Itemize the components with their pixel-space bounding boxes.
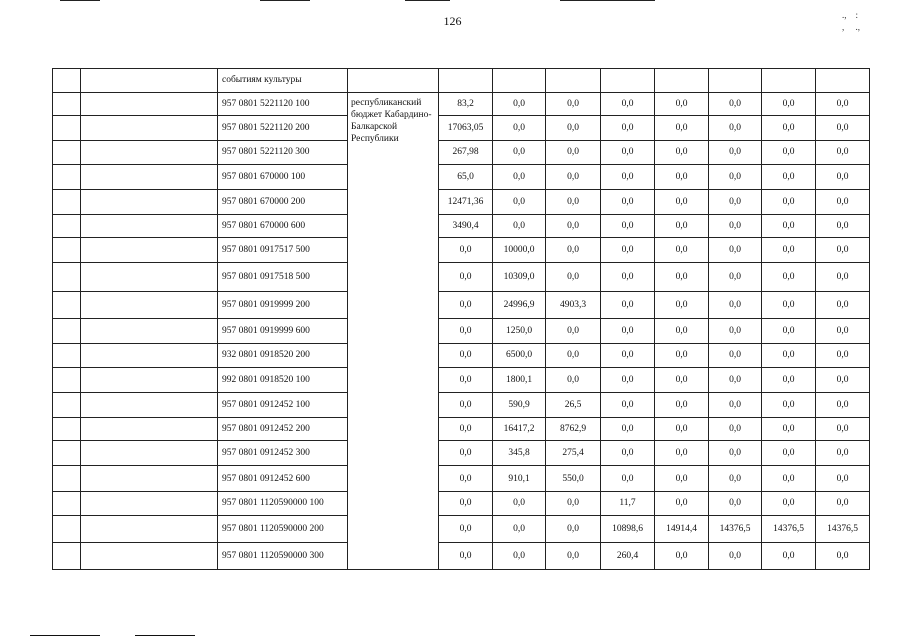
scan-artifact-top-line bbox=[560, 0, 655, 1]
value-cell: 0,0 bbox=[546, 515, 601, 542]
index-cell bbox=[53, 238, 81, 263]
value-cell: 11,7 bbox=[601, 492, 655, 516]
value-cell: 0,0 bbox=[816, 238, 870, 263]
index-cell bbox=[53, 492, 81, 516]
table-row bbox=[53, 441, 870, 466]
value-cell: 0,0 bbox=[816, 92, 870, 116]
code-cell: 957 0801 0919999 200 bbox=[218, 292, 348, 319]
value-cell: 0,0 bbox=[439, 392, 493, 417]
value-cell: 590,9 bbox=[493, 392, 546, 417]
value-cell: 14376,5 bbox=[709, 515, 762, 542]
scan-artifact-bottom-line bbox=[135, 635, 195, 636]
value-cell: 0,0 bbox=[762, 466, 816, 492]
value-cell: 0,0 bbox=[816, 441, 870, 466]
name-cell bbox=[81, 542, 218, 569]
name-cell bbox=[81, 189, 218, 214]
value-cell: 0,0 bbox=[816, 344, 870, 368]
value-cell: 0,0 bbox=[493, 189, 546, 214]
scan-artifact-dots: , ., bbox=[842, 22, 860, 32]
value-cell: 0,0 bbox=[546, 189, 601, 214]
value-cell: 0,0 bbox=[709, 492, 762, 516]
table-row bbox=[53, 344, 870, 368]
value-cell: 8762,9 bbox=[546, 417, 601, 441]
value-cell: 0,0 bbox=[655, 492, 709, 516]
value-cell: 0,0 bbox=[493, 141, 546, 165]
value-cell: 0,0 bbox=[439, 344, 493, 368]
name-cell bbox=[81, 492, 218, 516]
table-row bbox=[53, 515, 870, 542]
value-cell: 0,0 bbox=[655, 292, 709, 319]
value-cell: 0,0 bbox=[762, 344, 816, 368]
index-cell bbox=[53, 515, 81, 542]
value-cell: 0,0 bbox=[655, 116, 709, 141]
scan-artifact-dots: ., : bbox=[842, 10, 859, 20]
table-body bbox=[53, 69, 870, 570]
code-cell: 957 0801 0912452 100 bbox=[218, 392, 348, 417]
value-cell: 10309,0 bbox=[493, 263, 546, 292]
value-cell: 0,0 bbox=[762, 263, 816, 292]
code-cell: 992 0801 0918520 100 bbox=[218, 367, 348, 392]
name-cell bbox=[81, 441, 218, 466]
code-cell: 957 0801 0912452 600 bbox=[218, 466, 348, 492]
value-cell: 0,0 bbox=[601, 141, 655, 165]
code-cell: 957 0801 5221120 200 bbox=[218, 116, 348, 141]
name-cell bbox=[81, 367, 218, 392]
value-cell: 0,0 bbox=[762, 417, 816, 441]
name-cell bbox=[81, 319, 218, 344]
value-cell: 0,0 bbox=[762, 292, 816, 319]
name-cell bbox=[81, 238, 218, 263]
value-cell: 0,0 bbox=[493, 164, 546, 189]
value-cell: 0,0 bbox=[762, 92, 816, 116]
value-cell: 0,0 bbox=[601, 263, 655, 292]
table-row bbox=[53, 417, 870, 441]
value-cell: 345,8 bbox=[493, 441, 546, 466]
value-cell: 0,0 bbox=[709, 214, 762, 238]
value-cell: 0,0 bbox=[546, 164, 601, 189]
index-cell bbox=[53, 542, 81, 569]
value-cell: 0,0 bbox=[709, 392, 762, 417]
value-cell: 24996,9 bbox=[493, 292, 546, 319]
value-cell: 0,0 bbox=[709, 141, 762, 165]
value-cell: 0,0 bbox=[655, 367, 709, 392]
value-cell: 0,0 bbox=[601, 392, 655, 417]
budget-table bbox=[52, 68, 870, 570]
value-cell: 0,0 bbox=[762, 542, 816, 569]
value-cell: 0,0 bbox=[439, 292, 493, 319]
name-cell bbox=[81, 515, 218, 542]
value-cell: 0,0 bbox=[816, 466, 870, 492]
value-cell: 0,0 bbox=[709, 319, 762, 344]
value-cell: 0,0 bbox=[546, 344, 601, 368]
value-cell: 0,0 bbox=[493, 492, 546, 516]
value-cell: 267,98 bbox=[439, 141, 493, 165]
value-cell: 0,0 bbox=[762, 319, 816, 344]
code-cell: 957 0801 670000 100 bbox=[218, 164, 348, 189]
name-cell bbox=[81, 344, 218, 368]
value-cell: 6500,0 bbox=[493, 344, 546, 368]
value-cell: 0,0 bbox=[439, 515, 493, 542]
value-cell: 10000,0 bbox=[493, 238, 546, 263]
value-cell: 0,0 bbox=[601, 214, 655, 238]
value-cell: 16417,2 bbox=[493, 417, 546, 441]
name-cell bbox=[81, 392, 218, 417]
value-cell: 0,0 bbox=[655, 319, 709, 344]
value-cell: 0,0 bbox=[816, 367, 870, 392]
value-cell: 0,0 bbox=[816, 164, 870, 189]
value-cell: 0,0 bbox=[762, 141, 816, 165]
value-cell: 0,0 bbox=[816, 417, 870, 441]
value-cell: 550,0 bbox=[546, 466, 601, 492]
value-cell: 14376,5 bbox=[762, 515, 816, 542]
index-cell bbox=[53, 263, 81, 292]
value-cell: 17063,05 bbox=[439, 116, 493, 141]
index-cell bbox=[53, 141, 81, 165]
value-cell: 0,0 bbox=[601, 92, 655, 116]
value-cell bbox=[601, 69, 655, 93]
name-cell bbox=[81, 164, 218, 189]
table-row bbox=[53, 238, 870, 263]
value-cell: 0,0 bbox=[655, 344, 709, 368]
value-cell: 0,0 bbox=[546, 319, 601, 344]
scan-artifact-top-line bbox=[60, 0, 100, 1]
value-cell: 0,0 bbox=[655, 214, 709, 238]
index-cell bbox=[53, 392, 81, 417]
scan-artifact-bottom-line bbox=[30, 635, 100, 636]
value-cell: 0,0 bbox=[762, 392, 816, 417]
index-cell bbox=[53, 319, 81, 344]
value-cell: 0,0 bbox=[762, 164, 816, 189]
value-cell bbox=[816, 69, 870, 93]
source-cell bbox=[348, 69, 439, 93]
value-cell: 0,0 bbox=[601, 116, 655, 141]
value-cell: 0,0 bbox=[655, 466, 709, 492]
value-cell: 0,0 bbox=[816, 263, 870, 292]
value-cell: 3490,4 bbox=[439, 214, 493, 238]
value-cell: 0,0 bbox=[762, 492, 816, 516]
value-cell: 0,0 bbox=[601, 319, 655, 344]
value-cell: 0,0 bbox=[493, 542, 546, 569]
value-cell: 0,0 bbox=[655, 417, 709, 441]
index-cell bbox=[53, 164, 81, 189]
value-cell: 0,0 bbox=[709, 116, 762, 141]
code-cell: 957 0801 0917517 500 bbox=[218, 238, 348, 263]
value-cell bbox=[439, 69, 493, 93]
value-cell: 0,0 bbox=[439, 441, 493, 466]
code-cell: 957 0801 1120590000 100 bbox=[218, 492, 348, 516]
value-cell: 0,0 bbox=[816, 292, 870, 319]
value-cell: 0,0 bbox=[762, 238, 816, 263]
value-cell: 0,0 bbox=[493, 116, 546, 141]
scan-artifact-top-line bbox=[260, 0, 310, 1]
value-cell: 0,0 bbox=[601, 367, 655, 392]
table-row bbox=[53, 214, 870, 238]
value-cell: 0,0 bbox=[816, 319, 870, 344]
value-cell: 0,0 bbox=[546, 367, 601, 392]
value-cell: 0,0 bbox=[546, 92, 601, 116]
table-row bbox=[53, 542, 870, 569]
table-row bbox=[53, 141, 870, 165]
value-cell: 0,0 bbox=[709, 466, 762, 492]
code-cell: 957 0801 670000 200 bbox=[218, 189, 348, 214]
name-cell bbox=[81, 116, 218, 141]
value-cell: 0,0 bbox=[816, 542, 870, 569]
code-cell: 957 0801 0912452 300 bbox=[218, 441, 348, 466]
code-cell: 957 0801 0919999 600 bbox=[218, 319, 348, 344]
index-cell bbox=[53, 116, 81, 141]
index-cell bbox=[53, 92, 81, 116]
index-cell bbox=[53, 189, 81, 214]
table-row bbox=[53, 319, 870, 344]
value-cell: 1800,1 bbox=[493, 367, 546, 392]
value-cell: 0,0 bbox=[655, 141, 709, 165]
table-row bbox=[53, 92, 870, 116]
value-cell: 0,0 bbox=[709, 189, 762, 214]
value-cell: 10898,6 bbox=[601, 515, 655, 542]
table-row bbox=[53, 392, 870, 417]
value-cell: 0,0 bbox=[709, 542, 762, 569]
value-cell: 0,0 bbox=[601, 189, 655, 214]
value-cell: 0,0 bbox=[601, 441, 655, 466]
index-cell bbox=[53, 69, 81, 93]
value-cell: 0,0 bbox=[816, 141, 870, 165]
index-cell bbox=[53, 292, 81, 319]
name-cell bbox=[81, 141, 218, 165]
value-cell: 0,0 bbox=[655, 263, 709, 292]
funding-source-cell: республиканский бюджет Кабардино-Балкарской Республики bbox=[348, 92, 439, 569]
page-number: 126 bbox=[443, 14, 462, 28]
value-cell: 0,0 bbox=[762, 441, 816, 466]
value-cell: 0,0 bbox=[601, 344, 655, 368]
code-cell: 932 0801 0918520 200 bbox=[218, 344, 348, 368]
value-cell: 0,0 bbox=[816, 189, 870, 214]
value-cell: 26,5 bbox=[546, 392, 601, 417]
table-row bbox=[53, 292, 870, 319]
value-cell: 0,0 bbox=[709, 292, 762, 319]
value-cell: 0,0 bbox=[816, 392, 870, 417]
name-cell bbox=[81, 466, 218, 492]
value-cell: 0,0 bbox=[493, 515, 546, 542]
value-cell: 14376,5 bbox=[816, 515, 870, 542]
value-cell: 0,0 bbox=[655, 392, 709, 417]
value-cell: 260,4 bbox=[601, 542, 655, 569]
value-cell: 0,0 bbox=[493, 214, 546, 238]
value-cell: 0,0 bbox=[709, 344, 762, 368]
value-cell: 0,0 bbox=[762, 189, 816, 214]
value-cell: 0,0 bbox=[762, 367, 816, 392]
value-cell: 0,0 bbox=[439, 417, 493, 441]
value-cell bbox=[546, 69, 601, 93]
code-cell: 957 0801 0917518 500 bbox=[218, 263, 348, 292]
index-cell bbox=[53, 214, 81, 238]
value-cell bbox=[762, 69, 816, 93]
value-cell: 0,0 bbox=[762, 116, 816, 141]
value-cell: 0,0 bbox=[601, 164, 655, 189]
value-cell: 0,0 bbox=[439, 367, 493, 392]
value-cell: 65,0 bbox=[439, 164, 493, 189]
value-cell: 0,0 bbox=[439, 492, 493, 516]
value-cell: 0,0 bbox=[709, 164, 762, 189]
index-cell bbox=[53, 466, 81, 492]
value-cell: 0,0 bbox=[655, 238, 709, 263]
value-cell: 0,0 bbox=[439, 466, 493, 492]
value-cell: 0,0 bbox=[546, 238, 601, 263]
value-cell: 0,0 bbox=[439, 238, 493, 263]
code-cell: событиям культуры bbox=[218, 69, 348, 93]
value-cell: 4903,3 bbox=[546, 292, 601, 319]
value-cell bbox=[493, 69, 546, 93]
value-cell: 0,0 bbox=[601, 417, 655, 441]
code-cell: 957 0801 0912452 200 bbox=[218, 417, 348, 441]
value-cell: 0,0 bbox=[546, 214, 601, 238]
value-cell: 0,0 bbox=[709, 441, 762, 466]
code-cell: 957 0801 670000 600 bbox=[218, 214, 348, 238]
value-cell: 0,0 bbox=[816, 214, 870, 238]
index-cell bbox=[53, 367, 81, 392]
value-cell: 83,2 bbox=[439, 92, 493, 116]
value-cell: 0,0 bbox=[493, 92, 546, 116]
code-cell: 957 0801 5221120 100 bbox=[218, 92, 348, 116]
value-cell: 0,0 bbox=[655, 92, 709, 116]
code-cell: 957 0801 1120590000 300 bbox=[218, 542, 348, 569]
table-header-row bbox=[53, 69, 870, 93]
table-row bbox=[53, 116, 870, 141]
value-cell: 0,0 bbox=[655, 542, 709, 569]
name-cell bbox=[81, 214, 218, 238]
code-cell: 957 0801 5221120 300 bbox=[218, 141, 348, 165]
index-cell bbox=[53, 417, 81, 441]
value-cell: 0,0 bbox=[709, 238, 762, 263]
value-cell: 0,0 bbox=[601, 466, 655, 492]
value-cell: 0,0 bbox=[546, 141, 601, 165]
value-cell: 0,0 bbox=[709, 417, 762, 441]
value-cell bbox=[655, 69, 709, 93]
value-cell: 0,0 bbox=[546, 542, 601, 569]
name-cell bbox=[81, 292, 218, 319]
value-cell: 14914,4 bbox=[655, 515, 709, 542]
value-cell bbox=[709, 69, 762, 93]
value-cell: 0,0 bbox=[601, 238, 655, 263]
table-row bbox=[53, 492, 870, 516]
name-cell bbox=[81, 69, 218, 93]
table-row bbox=[53, 367, 870, 392]
table-row bbox=[53, 466, 870, 492]
value-cell: 0,0 bbox=[655, 189, 709, 214]
value-cell: 0,0 bbox=[546, 116, 601, 141]
table-row bbox=[53, 189, 870, 214]
value-cell: 0,0 bbox=[816, 492, 870, 516]
value-cell: 0,0 bbox=[762, 214, 816, 238]
value-cell: 0,0 bbox=[709, 367, 762, 392]
value-cell: 0,0 bbox=[655, 164, 709, 189]
name-cell bbox=[81, 263, 218, 292]
value-cell: 1250,0 bbox=[493, 319, 546, 344]
value-cell: 12471,36 bbox=[439, 189, 493, 214]
value-cell: 0,0 bbox=[655, 441, 709, 466]
value-cell: 0,0 bbox=[439, 319, 493, 344]
value-cell: 0,0 bbox=[546, 263, 601, 292]
name-cell bbox=[81, 417, 218, 441]
value-cell: 0,0 bbox=[601, 292, 655, 319]
scan-artifact-top-line bbox=[405, 0, 450, 1]
value-cell: 910,1 bbox=[493, 466, 546, 492]
value-cell: 0,0 bbox=[709, 92, 762, 116]
table-row bbox=[53, 263, 870, 292]
value-cell: 275,4 bbox=[546, 441, 601, 466]
value-cell: 0,0 bbox=[439, 263, 493, 292]
code-cell: 957 0801 1120590000 200 bbox=[218, 515, 348, 542]
value-cell: 0,0 bbox=[439, 542, 493, 569]
value-cell: 0,0 bbox=[546, 492, 601, 516]
name-cell bbox=[81, 92, 218, 116]
value-cell: 0,0 bbox=[816, 116, 870, 141]
table-row bbox=[53, 164, 870, 189]
index-cell bbox=[53, 344, 81, 368]
value-cell: 0,0 bbox=[709, 263, 762, 292]
index-cell bbox=[53, 441, 81, 466]
